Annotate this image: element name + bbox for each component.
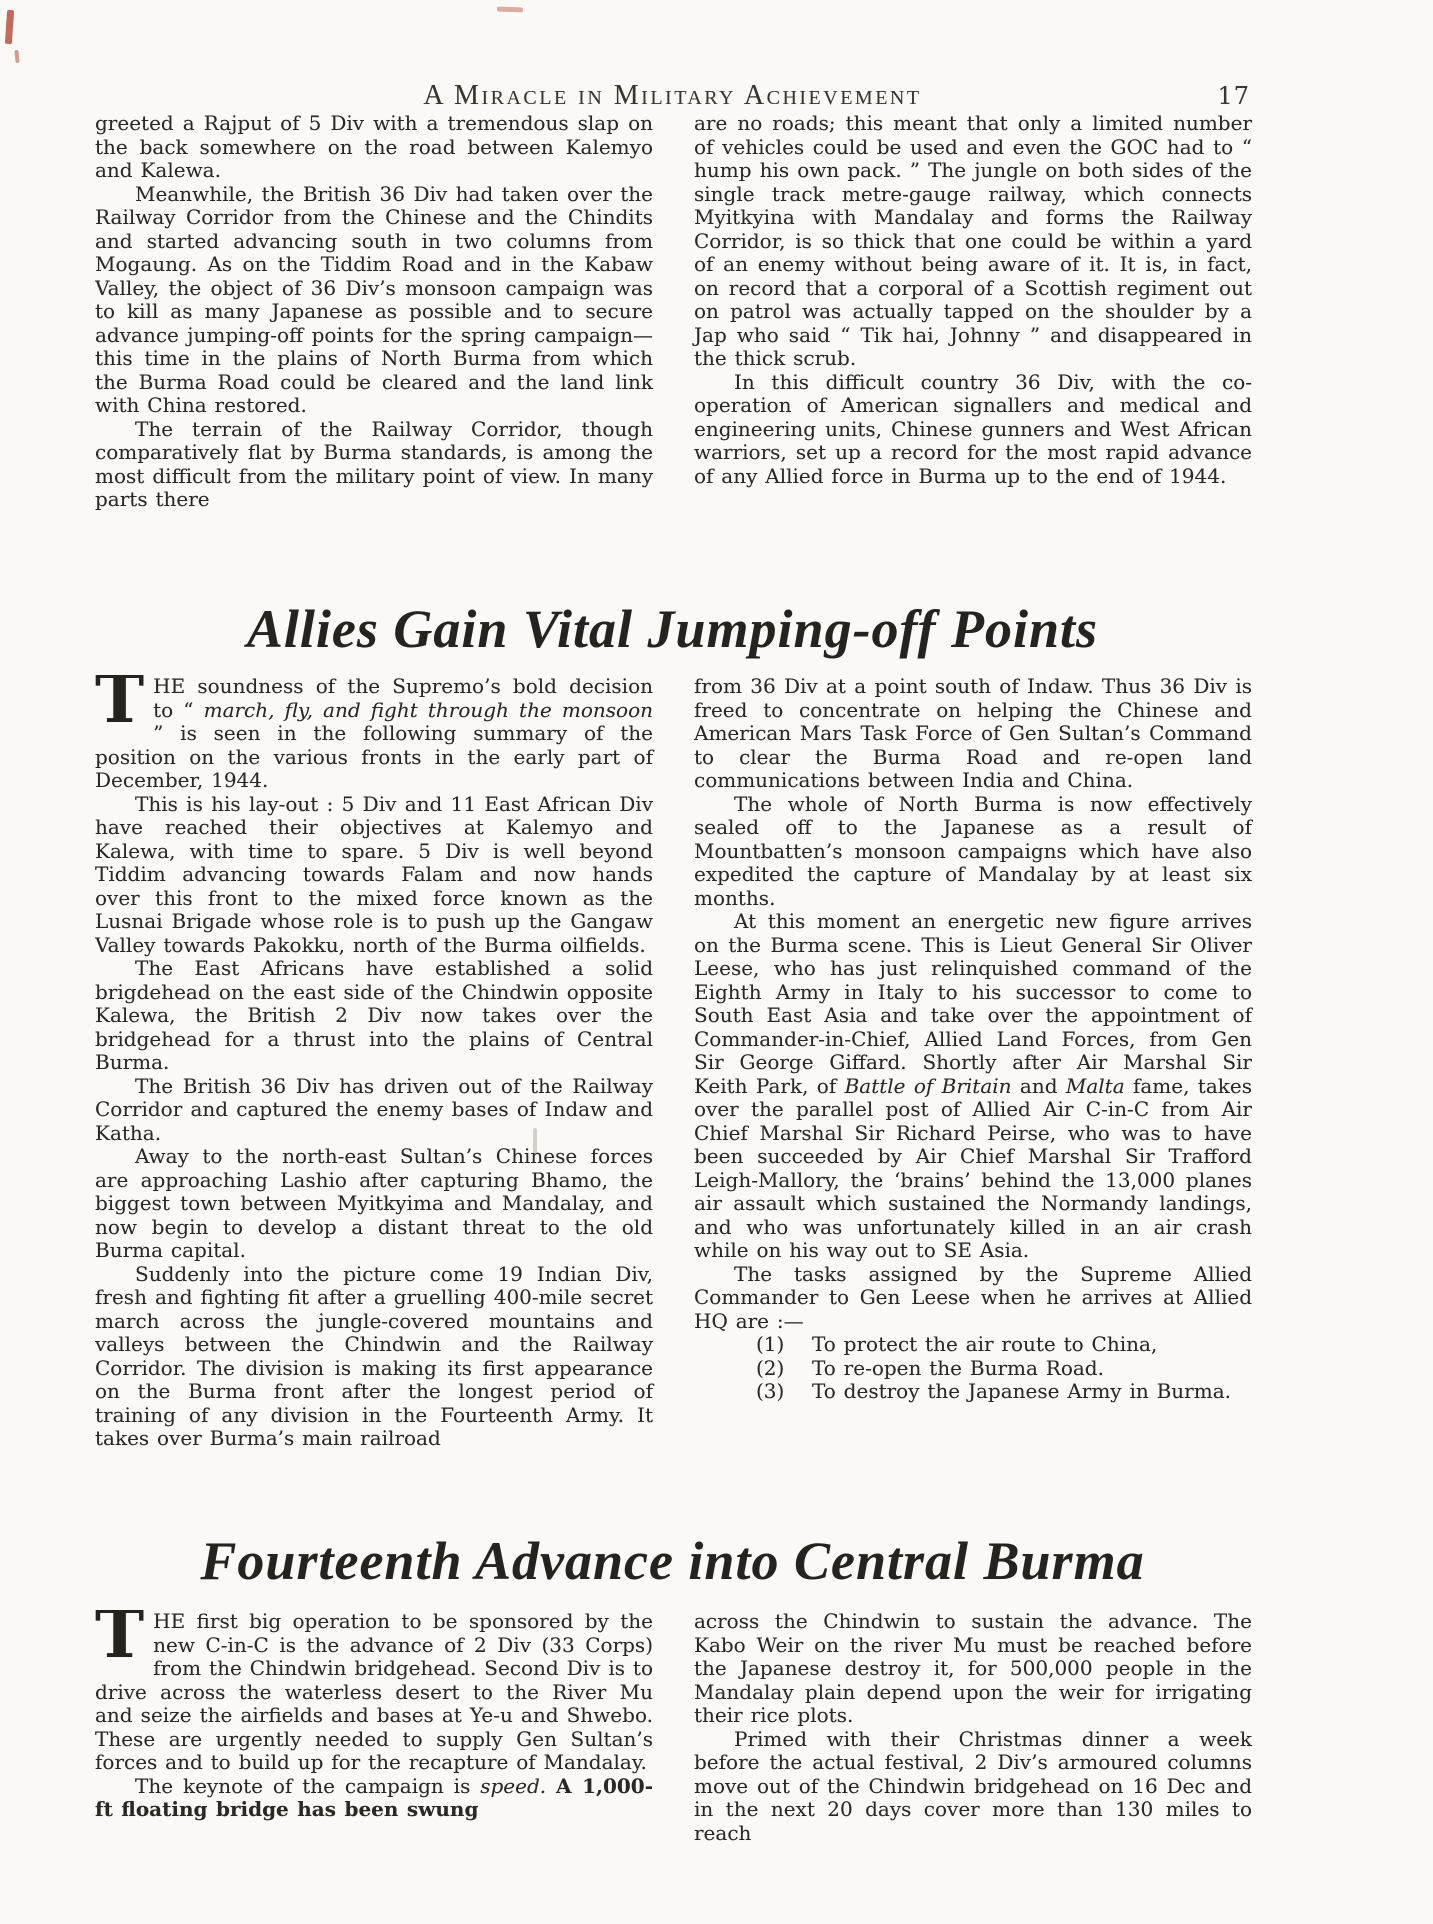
- list-marker: (2): [756, 1355, 785, 1380]
- article-section-allies: [95, 675, 1253, 1524]
- italic-text: march, fly, and fight through the monsoon: [203, 697, 653, 722]
- left-column: [95, 675, 653, 1524]
- italic-text: speed.: [480, 1773, 547, 1798]
- right-column: [694, 675, 1252, 1524]
- paragraph: across the Chindwin to sustain the advance. The Kabo Weir on the river Mu must be reached before the Japanese destroy it, for 500,000 people in the Mandalay plain depend upon the weir for irrigating their rice plots.: [694, 1610, 1252, 1727]
- bold-text: A 1,000-ft floating bridge has been swung: [95, 1773, 653, 1821]
- drop-cap-lead: HE: [153, 1610, 186, 1633]
- paragraph: In this difficult country 36 Div, with the co-operation of American signallers and medical and engineering units, Chinese gunners and West African warriors, set up a record for the most rapid advance of any Allied force in Burma up to the end of 1944.: [694, 369, 1252, 488]
- paragraph: This is his lay-out : 5 Div and 11 East African Div have reached their objectives at Kalemyo and Kalewa, with time to spare. 5 Div is well beyond Tiddim advancing towards Falam and now hands over this front to the mixed force known as the Lusnai Brigade whose role is to push up the Gangaw Valley towards Pakokku, north of the Burma oilfields.: [95, 791, 653, 957]
- right-column: [694, 1610, 1252, 1860]
- list-item: (1) To protect the air route to China,: [756, 1332, 1158, 1356]
- list-item: (3) To destroy the Japanese Army in Burma.: [756, 1379, 1231, 1403]
- section-heading-fourteenth: Fourteenth Advance into Central Burma: [200, 1531, 1145, 1591]
- paragraph: Suddenly into the picture come 19 Indian Div, fresh and fighting fit after a gruelling 400-mile secret march across the jungle-covered mountains and valleys between the Chindwin and the Railway Corridor. The division is making its first appearance on the Burma front after the longest period of training of any division in the Fourteenth Army. It takes over Burma’s main railroad: [95, 1261, 653, 1450]
- article-section-continued: [95, 112, 1253, 594]
- paragraph: Primed with their Christmas dinner a week before the actual festival, 2 Div’s armoured columns move out of the Chindwin bridgehead on 16 Dec and in the next 20 days cover more than 130 miles to reach: [694, 1726, 1252, 1845]
- paragraph: greeted a Rajput of 5 Div with a tremendous slap on the back somewhere on the road between Kalemyo and Kalewa.: [95, 112, 653, 182]
- paragraph: The East Africans have established a solid brigdehead on the east side of the Chindwin opposite Kalewa, the British 2 Div now takes over the bridgehead for a thrust into the plains of Central Burma.: [95, 956, 653, 1074]
- italic-text: Battle of Britain: [844, 1073, 1012, 1098]
- paragraph: Meanwhile, the British 36 Div had taken over the Railway Corridor from the Chinese and the Chindits and started advancing south in two columns from Mogaung. As on the Tiddim Road and in the Kabaw Valley, the object of 36 Div’s monsoon campaign was to kill as many Japanese as possible and to secure advance jumping-off points for the spring campaign—this time in the plains of North Burma from which the Burma Road could be cleared and the land link with China restored.: [95, 181, 653, 417]
- drop-cap-lead: HE: [153, 675, 186, 698]
- italic-text: Malta: [1065, 1073, 1125, 1098]
- scan-artifact-red: [497, 7, 523, 13]
- page-header: [95, 80, 1250, 116]
- list-marker: (1): [756, 1332, 785, 1356]
- paragraph: THE first big operation to be sponsored by the new C-in-C is the advance of 2 Div (33 Corps) from the Chindwin bridgehead. Second Div is to drive across the waterless desert to the River Mu and seize the airfields and bases at Ye-u and Shwebo. These are urgently needed to supply Gen Sultan’s forces and to build up for the recapture of Mandalay.: [95, 1610, 653, 1774]
- drop-cap: T: [95, 675, 145, 738]
- paragraph: The terrain of the Railway Corridor, though comparatively flat by Burma standards, is among the most difficult from the military point of view. In many parts there: [95, 416, 653, 511]
- running-title: A Miracle in Military Achievement: [423, 80, 922, 111]
- paragraph: The keynote of the campaign is speed. A 1,000-ft floating bridge has been swung: [95, 1773, 653, 1821]
- page-number: 17: [1217, 82, 1250, 110]
- paragraph: THE soundness of the Supremo’s bold decision to “ march, fly, and fight through the monsoon ” is seen in the following summary of the position on the various fronts in the early part of December, 1944.: [95, 675, 653, 792]
- list-marker: (3): [756, 1379, 785, 1403]
- section-heading-allies: Allies Gain Vital Jumping-off Points: [246, 599, 1099, 659]
- scan-artifact-red: [14, 50, 19, 63]
- paragraph: from 36 Div at a point south of Indaw. Thus 36 Div is freed to concentrate on helping the Chinese and American Mars Task Force of Gen Sultan’s Command to clear the Burma Road and re-open land communications between India and China.: [694, 675, 1252, 792]
- left-column: [95, 112, 653, 594]
- list-item: (2) To re-open the Burma Road.: [756, 1355, 1104, 1380]
- paragraph: At this moment an energetic new figure arrives on the Burma scene. This is Lieut General Sir Oliver Leese, who has just relinquished command of the Eighth Army in Italy to his successor to come to South East Asia and take over the appointment of Commander-in-Chief, Allied Land Forces, from Gen Sir George Giffard. Shortly after Air Marshal Sir Keith Park, of Battle of Britain and Malta fame, takes over the parallel post of Allied Air C-in-C from Air Chief Marshal Sir Richard Peirse, who was to have been succeeded by Air Chief Marshal Sir Trafford Leigh-Mallory, the ‘brains’ behind the 13,000 planes air assault which sustained the Normandy landings, and who was unfortunately killed in an air crash while on his way out to SE Asia.: [694, 909, 1252, 1262]
- scan-artifact-red: [5, 10, 14, 44]
- article-section-fourteenth: [95, 1610, 1253, 1860]
- paragraph: Away to the north-east Sultan’s Chinese forces are approaching Lashio after capturing Bhamo, the biggest town between Myitkyima and Mandalay, and now begin to develop a distant threat to the old Burma capital.: [95, 1144, 653, 1262]
- paragraph: are no roads; this meant that only a limited number of vehicles could be used and even the GOC had to “ hump his own pack. ” The jungle on both sides of the single track metre-gauge railway, which connects Myitkyina with Mandalay and forms the Railway Corridor, is so thick that one could be within a yard of an enemy without being aware of it. It is, in fact, on record that a corporal of a Scottish regiment out on patrol was actually tapped on the shoulder by a Jap who said “ Tik hai, Johnny ” and disappeared in the thick scrub.: [694, 112, 1252, 370]
- drop-cap: T: [95, 1610, 145, 1673]
- paragraph: The British 36 Div has driven out of the Railway Corridor and captured the enemy bases of Indaw and Katha.: [95, 1073, 653, 1145]
- paragraph: The tasks assigned by the Supreme Allied Commander to Gen Leese when he arrives at Allied HQ are :—: [694, 1261, 1252, 1333]
- left-column: [95, 1610, 653, 1860]
- paragraph: The whole of North Burma is now effectively sealed off to the Japanese as a result of Mountbatten’s monsoon campaigns which have also expedited the capture of Mandalay by at least six months.: [694, 791, 1252, 910]
- right-column: [694, 112, 1252, 594]
